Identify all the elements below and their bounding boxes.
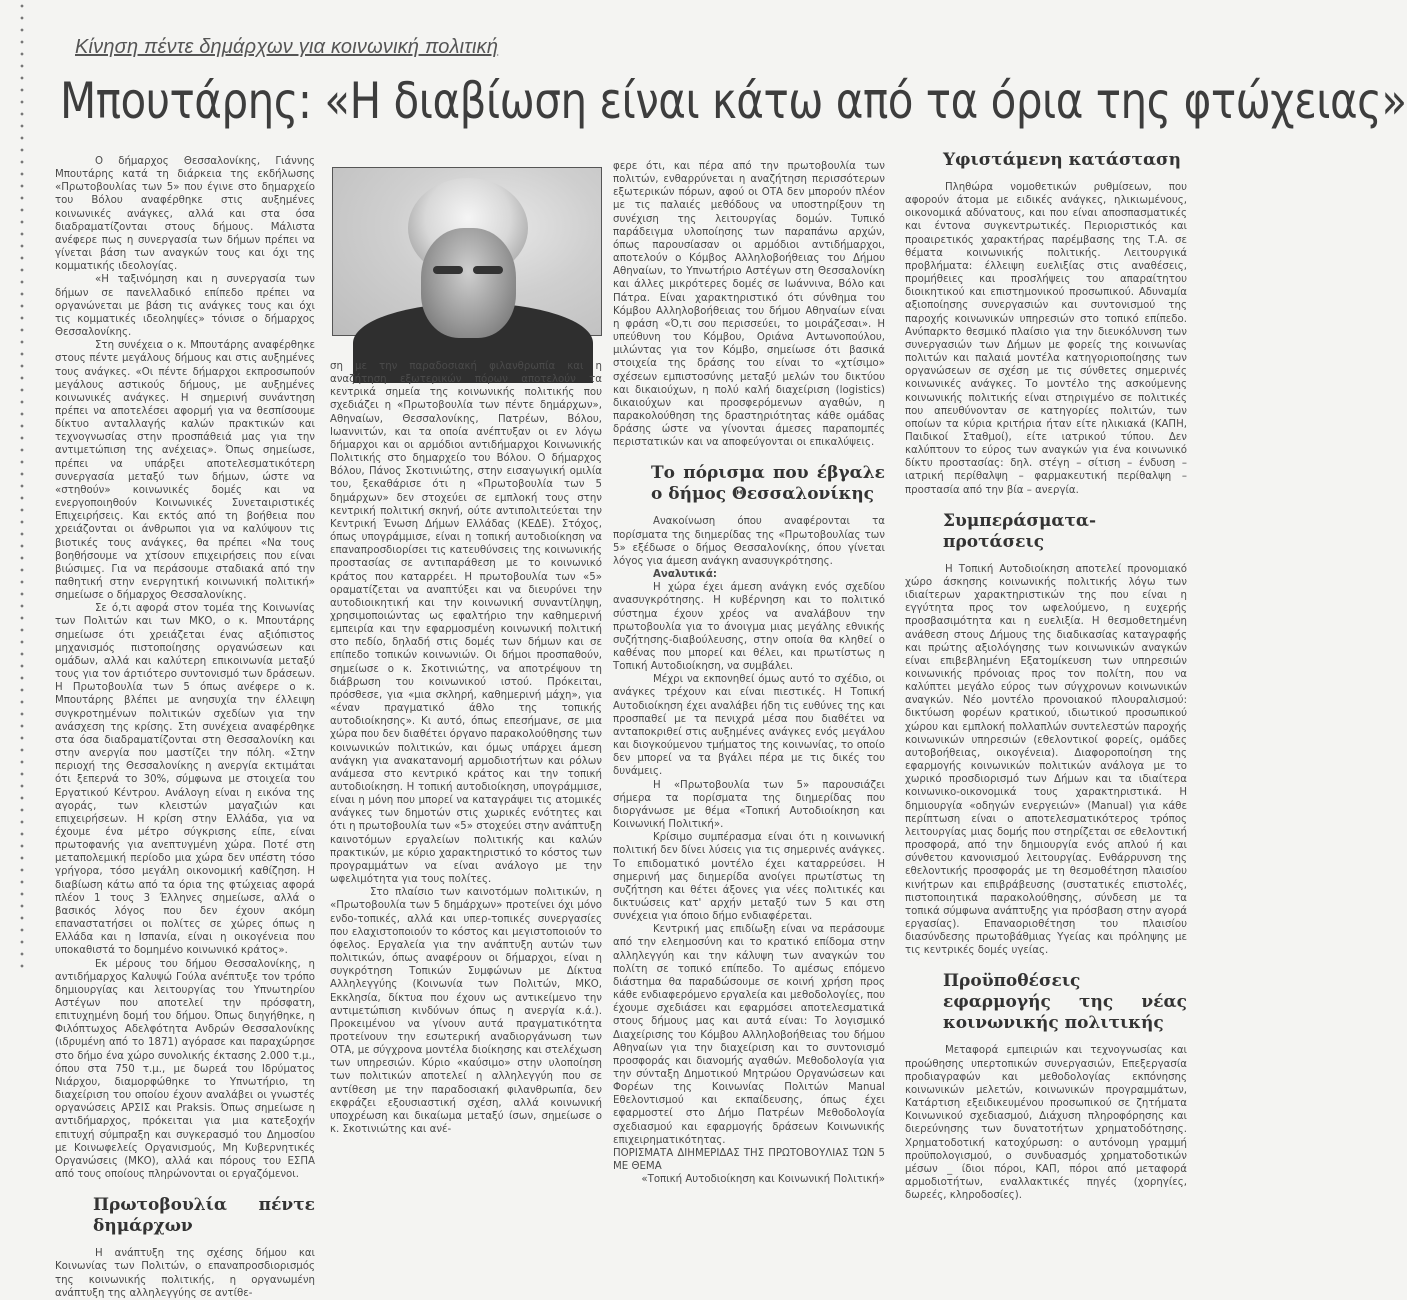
paragraph: Η Τοπική Αυτοδιοίκηση αποτελεί προνομιακό χώρο άσκησης κοινωνικής πολιτικής λόγω των ιδιαίτερων χαρακτηριστικών της που είναι η εγγύτητα προς τον ωφελούμενο, η ευχερής προσβασιμότητα και η ευελιξία. Η θεσμοθετημένη ανάθεση στους Δήμους της διαδικασίας καταγραφής και πρώτης αξιολόγησης των κοινωνικών αναγκών είναι επιβεβλημένη Εξατομίκευση των υπηρεσιών κοινωνικής πρόνοιας προς τον πολίτη, που να καλύπτει μεγάλο εύρος των σύγχρονων κοινωνικών αναγκών. Νέο μοντέλο προνοιακού πλουραλισμού: δικτύωση φορέων κρατικού, ιδιωτικού προσωπικού χώρου και εμπλοκή πολλαπλών συντελεστών παροχής κοινωνικών υπηρεσιών (εθελοντικοί φορείς, ομάδες αυτοβοήθειας, οικογένεια). Διαφοροποίηση της εφαρμογής κοινωνικών πολιτικών ανάλογα με το χωρικό προσδιορισμό των Δήμων και τα ιδιαίτερα κοινωνικο-οικονομικά τους χαρακτηριστικά. Η δημιουργία «οδηγών ενεργειών» (Manual) για κάθε περίπτωση είναι ο αποτελεσματικότερος τρόπος λειτουργίας μιας δομής που στηρίζεται σε εθελοντική προσφορά, από την δημιουργία ενός απλού ή και σύνθετου κανονισμού λειτουργίας. Ενθάρρυνση της εθελοντικής προσφοράς με τη θεσμοθέτηση πλαισίου κινήτρων και επιβράβευσης (συστατικές επιστολές, πιστοποιητικά παρακολούθησης, σύνδεση με τα τοπικά σύμφωνα ανάπτυξης για πρόσβαση στην αγορά εργασίας). Επαναοριοθέτηση του πλαισίου διασύνδεσης πρωτοβάθμιας Υγείας και πρόληψης με τις κεντρικές δομές υγείας. xyxy=(905,563,1187,957)
section-heading: Πρωτοβουλία πέντε δημάρχων xyxy=(93,1195,315,1237)
article-column-3 xyxy=(613,160,885,1186)
section-heading: Υφιστάμενη κατάσταση xyxy=(943,150,1181,170)
section-heading: Το πόρισμα που έβγαλε ο δήμος Θεσσαλονίκης xyxy=(651,463,885,505)
article-column-1 xyxy=(55,155,315,1300)
photo-brow xyxy=(473,266,503,274)
paragraph: Εκ μέρους του δήμου Θεσσαλονίκης, η αντιδήμαρχος Καλυψώ Γούλα ανέπτυξε τον τρόπο δημιουργίας και λειτουργίας του Υπνωτηρίου Αστέγων που αποτελεί την πρόσφατη, επιτυχημένη δομή του δήμου. Όπως διηγήθηκε, η Φιλόπτωχος Αδελφότητα Ανδρών Θεσσαλονίκης (ιδρυμένη από το 1871) αγόρασε και παραχώρησε στο δήμο ένα χώρο συνολικής έκτασης 2.000 τ.μ., όπου στα 750 τ.μ., με δωρεά του Ιδρύματος Νιάρχου, διαμορφώθηκε το Υπνωτήριο, τη διαχείριση του οποίου έχουν αναλάβει οι γνωστές οργανώσεις ΑΡΣΙΣ και Praksis. Όπως σημείωσε η αντιδήμαρχος, πρόκειται για μια κατεξοχήν επιτυχή σύμπραξη και συγκερασμό του Δημοσίου με Κοινωφελείς Οργανισμούς, Μη Κυβερνητικές Οργανώσεις (ΜΚΟ), αλλά και πόρους του ΕΣΠΑ από τους οποίους πληρώνονται οι εργαζόμενοι. xyxy=(55,958,315,1181)
paragraph: Μεταφορά εμπειριών και τεχνογνωσίας και προώθησης υπερτοπικών συνεργασιών, Επεξεργασία προδιαγραφών και μεθοδολογίας εκπόνησης κοινωνικών μελετών, κοινωνικών προγραμμάτων, Κατάρτιση εξειδικευμένου προσωπικού σε ζητήματα Κοινωνικού σχεδιασμού, Διάχυση πληροφόρησης και διερεύνησης των δυνατοτήτων χρηματοδότησης. Χρηματοδοτική κατοχύρωση: ο αυτόνομη γραμμή προϋπολογισμού, ο συνδυασμός χρηματοδοτικών μέσων _ ίδιοι πόροι, ΚΑΠ, πόροι από μεταφορά αρμοδιοτήτων, εναλλακτικές πηγές (χορηγίες, δωρεές, κληροδοσίες). xyxy=(905,1045,1187,1202)
paragraph: ση με την παραδοσιακή φιλανθρωπία και η αναζήτηση εξωτερικών πόρων αποτελούν τα κεντρικά σημεία της κοινωνικής πολιτικής που σχεδιάζει η «Πρωτοβουλία των πέντε δημάρχων», Αθηναίων, Θεσσαλονίκης, Πατρέων, Βόλου, Ιωαννιτών, και τα οποία ανέπτυξαν οι εν λόγω δήμαρχοι και οι αρμόδιοι αντιδήμαρχοι Κοινωνικής Πολιτικής στο δημαρχείο του Βόλου. Ο δήμαρχος Βόλου, Πάνος Σκοτινιώτης, στην εισαγωγική ομιλία του, ξεκαθάρισε ότι η «Πρωτοβουλία των 5 δημάρχων» δεν στοχεύει σε εμπλοκή τους στην κεντρική πολιτική σκηνή, ούτε αντιπολιτεύεται την Κεντρική Ένωση Δήμων Ελλάδας (ΚΕΔΕ). Στόχος, όπως υπογράμμισε, είναι η τοπική αυτοδιοίκηση να επαναπροσδιορίσει τις κατευθύνσεις της κοινωνικής προστασίας σε αντιπαράθεση με το κοινωνικό κράτος που καταρρέει. Η πρωτοβουλία των «5» οραματίζεται να αναπτύξει και να διευρύνει την αυτοδιοικητική και την κοινωνική συναντίληψη, χρησιμοποιώντας ως εφαλτήριο την καθημερινή εμπειρία και την εφαρμοσμένη κοινωνική πολιτική στο πεδίο, δηλαδή στις δομές των δήμων και σε επίπεδο τοπικών κοινωνιών. Οι δήμοι προσπαθούν, σημείωσε ο κ. Σκοτινιώτης, να αποτρέψουν τη διάβρωση του κοινωνικού ιστού. Πρόκειται, πρόσθεσε, για «μια σκληρή, καθημερινή μάχη», για «έναν πραγματικό άθλο της τοπικής αυτοδιοίκησης». Κι αυτό, όπως επεσήμανε, σε μια χώρα που δεν διαθέτει όργανο παρακολούθησης των κοινωνικών πολιτικών, και όμως υπάρχει άμεση ανάγκη για ανακατανομή αρμοδιοτήτων και ρόλων ανάμεσα στο κεντρικό κράτος και την τοπική αυτοδιοίκηση. Η τοπική αυτοδιοίκηση, υπογράμμισε, είναι η μόνη που μπορεί να καταγράψει τις ατομικές ανάγκες των δημοτών στις χωρικές ενότητες και ότι η πρωτοβουλία των «5» στοχεύει στην ανάπτυξη καινοτόμων εργαλείων πολιτικής και καλών πρακτικών, με κύριο χαρακτηριστικό το κόστος των προγραμμάτων να είναι ανάλογο με την ωφελιμότητα για τους πολίτες. xyxy=(330,361,602,886)
paragraph: Πληθώρα νομοθετικών ρυθμίσεων, που αφορούν άτομα με ειδικές ανάγκες, ηλικιωμένους, οικονομικά αδύνατους, και που είναι αποσπασματικές και έντονα συγκεντρωτικές. Περιοριστικός και προαιρετικός χαρακτήρας παρέμβασης της Τ.Α. σε θέματα κοινωνικής πολιτικής. Λειτουργικά προβλήματα: έλλειψη ευελιξίας στις αναθέσεις, προμήθειες και προσλήψεις του απαραίτητου διοικητικού και επιστημονικού προσωπικού. Αδυναμία αξιοποίησης συνεργασιών και συντονισμού της παροχής κοινωνικών υπηρεσιών στο τοπικό επίπεδο. Ανύπαρκτο θεσμικό πλαίσιο για την διευκόλυνση των συνεργασιών των Δήμων με φορείς της κοινωνίας πολιτών και παλαιά μοντέλα κατηγοριοποίησης των οργανώσεων σε σχέση με τις σύνθετες σημερινές κοινωνικές ανάγκες. Το μοντέλο της ασκούμενης κοινωνικής πολιτικής είναι στηριγμένο σε πολιτικές που απευθύνονταν σε κατηγορίες πολιτών, των οποίων τα κύρια κριτήρια ήταν είτε ηλικιακά (ΚΑΠΗ, Παιδικοί Σταθμοί), είτε ιατρικού τύπου. Δεν καλύπτουν το εύρος των αναγκών για ένα κοινωνικό δίκτυ προστασίας: δηλ. στέγη – σίτιση – ένδυση – ιατρική περίθαλψη – φαρμακευτική περίθαλψη – προστασία από την βία – ανεργία. xyxy=(905,182,1187,496)
paragraph: Στη συνέχεια ο κ. Μπουτάρης αναφέρθηκε στους πέντε μεγάλους δήμους και στις αυξημένες τους ανάγκες. «Οι πέντε δήμαρχοι εκπροσωπούν μεγάλους αστικούς δήμους, με αυξημένες κοινωνικές ανάγκες. Η σημερινή συνάντηση πρέπει να αποτελέσει αφορμή για να θεσπίσουμε δίκτυο ανταλλαγής καλών πρακτικών και τεχνογνωσίας στην προσπάθειά μας για την αντιμετώπιση της ανέχειας». Όπως σημείωσε, πρέπει να υπάρξει αποτελεσματικότερη συνεργασία μεταξύ των δήμων, ώστε να «στηθούν» κοινωνικές δομές και να ενεργοποιηθούν Κοινωνικές Συνεταιριστικές Επιχειρήσεις. Και εκτός από τη βοήθεια που χρειάζονται οι άνθρωποι για να καλύψουν τις βιοτικές τους ανάγκες, θα πρέπει «Να τους βοηθήσουμε να χτίσουν επιχειρήσεις που είναι βιώσιμες. Για να περάσουμε σταδιακά από την παθητική στην ενεργητική κοινωνική πολιτική» σημείωσε ο δήμαρχος Θεσσαλονίκης. xyxy=(55,340,315,602)
article-column-2 xyxy=(330,360,602,1136)
section-heading: Προϋποθέσεις εφαρμογής της νέας κοινωνικής πολιτικής xyxy=(943,971,1187,1034)
caps-line: ΠΟΡΙΣΜΑΤΑ ΔΙΗΜΕΡΙΔΑΣ ΤΗΣ ΠΡΩΤΟΒΟΥΛΙΑΣ ΤΩΝ 5 ΜΕ ΘΕΜΑ xyxy=(613,1147,885,1173)
article-headline: Μπουτάρης: «Η διαβίωση είναι κάτω από τα όρια της φτώχειας» xyxy=(60,72,1407,130)
perforation-edge xyxy=(20,0,24,971)
paragraph: Μέχρι να εκπονηθεί όμως αυτό το σχέδιο, οι ανάγκες τρέχουν και είναι πιεστικές. Η Τοπική Αυτοδιοίκηση έχει αναλάβει ήδη τις ευθύνες της και προσπαθεί με τα πενιχρά μέσα που διαθέτει να ανταποκριθεί στις αυξημένες ανάγκες ενός μεγάλου και διογκούμενου τμήματος της κοινωνίας, το οποίο δεν μπορεί να τα βγάλει πέρα με τις δικές του δυνάμεις. xyxy=(613,674,885,778)
paragraph: «Η ταξινόμηση και η συνεργασία των δήμων σε πανελλαδικό επίπεδο πρέπει να οργανώνεται με βάση τις ανάγκες τους και όχι τις κομματικές ιδεοληψίες» τόνισε ο δήμαρχος Θεσσαλονίκης. xyxy=(55,274,315,339)
article-kicker: Κίνηση πέντε δημάρχων για κοινωνική πολιτική xyxy=(75,36,499,58)
photo-brow xyxy=(433,266,463,274)
paragraph: Κρίσιμο συμπέρασμα είναι ότι η κοινωνική πολιτική δεν δίνει λύσεις για τις σημερινές ανάγκες. Το επιδοματικό μοντέλο έχει καταρρεύσει. Η σημερινή μας διημερίδα ανοίγει πρωτίστως τη συζήτηση και θέτει άξονες για νέες πολιτικές και δικτυώσεις κατ' αρχήν μεταξύ των 5 και στη συνέχεια για όποιο δήμο ενδιαφέρεται. xyxy=(613,832,885,923)
analytika-label: Αναλυτικά: xyxy=(653,569,717,581)
paragraph: Ο δήμαρχος Θεσσαλονίκης, Γιάννης Μπουτάρης κατά τη διάρκεια της εκδήλωσης «Πρωτοβουλίας των 5» που έγινε στο δημαρχείο του Βόλου αναφέρθηκε στις αυξημένες κοινωνικές ανάγκες, αλλά και στα όσα διαδραματίζονται στους δήμους. Μάλιστα ανέφερε πως η συνεργασία των δήμων πρέπει να γίνεται βάση των αναγκών τους και όχι της κομματικής ιδεολογίας. xyxy=(55,156,315,273)
paragraph: Η ανάπτυξη της σχέσης δήμου και Κοινωνίας των Πολιτών, ο επαναπροσδιορισμός της κοινωνικής πολιτικής, η οργανωμένη ανάπτυξη της αλληλεγγύης σε αντίθε- xyxy=(55,1248,315,1299)
paragraph: Σε ό,τι αφορά στον τομέα της Κοινωνίας των Πολιτών και των ΜΚΟ, ο κ. Μπουτάρης σημείωσε ότι χρειάζεται ένας αξιόπιστος μηχανισμός πιστοποίησης οργανώσεων και ομάδων, αλλά και καλύτερη επικοινωνία μεταξύ τους για τον άρτιότερο συντονισμό των δράσεων. Η Πρωτοβουλία των 5 όπως ανέφερε ο κ. Μπουτάρης βλέπει με ανησυχία την έλλειψη συγκροτημένων πολιτικών σχεδίων για την ανάσχεση της κρίσης. Στη συνέχεια αναφέρθηκε στα όσα διαδραματίζονται στη Θεσσαλονίκη και στην ανεργία που μαστίζει την πόλη. «Στην περιοχή της Θεσσαλονίκης η ανεργία εκτιμάται ότι ξεπερνά το 30%, σύμφωνα με στοιχεία του Εργατικού Κέντρου. Ανάλογη είναι η εικόνα της αγοράς, των κλειστών μαγαζιών και επιχειρήσεων. Η κρίση στην Ελλάδα, για να έχουμε ένα μέτρο σύγκρισης είπε, είναι πρωτοφανής για ανεπτυγμένη χώρα. Ποτέ στη μεταπολεμική περίοδο μια χώρα δεν υπέστη τόσο γρήγορα, τόσο μεγάλη οικονομική καθίζηση. Η διαβίωση κάτω από τα όρια της φτώχειας αφορά πλέον 1 τους 3 Έλληνες σημείωσε, αλλά ο βασικός λόγος που δεν έχουν ακόμη επαναστατήσει οι πολίτες σε χώρες όπως η Ελλάδα και η Ισπανία, είναι η οικογένεια που υποκαθιστά το δομημένο κοινωνικό κράτος». xyxy=(55,603,315,957)
paragraph: Ανακοίνωση όπου αναφέρονται τα πορίσματα της διημερίδας της «Πρωτοβουλίας των 5» εξέδωσε ο δήμος Θεσσαλονίκης, όπου γίνεται λόγος για άμεση ανάγκη ανασυγκρότησης. xyxy=(613,516,885,567)
paragraph: Η «Πρωτοβουλία των 5» παρουσιάζει σήμερα τα πορίσματα της διημερίδας που διοργάνωσε με θέμα «Τοπική Αυτοδιοίκηση και Κοινωνική Πολιτική». xyxy=(613,779,885,831)
paragraph: Η χώρα έχει άμεση ανάγκη ενός σχεδίου ανασυγκρότησης. Η κυβέρνηση και το πολιτικό σύστημα έχουν χρέος να αναλάβουν την πρωτοβουλία για το άνοιγμα μιας μεγάλης εθνικής συζήτησης-διαβούλευσης, στην οποία θα κληθεί ο καθένας που μπορεί και θέλει, και πρωτίστως η Τοπική Αυτοδιοίκηση, να συμβάλει. xyxy=(613,582,885,673)
paragraph: Στο πλαίσιο των καινοτόμων πολιτικών, η «Πρωτοβουλία των 5 δημάρχων» προτείνει όχι μόνο ενδο-τοπικές, αλλά και υπερ-τοπικές συνεργασίες που ελαχιστοποιούν το κόστος και μεγιστοποιούν το όφελος. Εργαλεία για την ανάπτυξη αυτών των πολιτικών, όπως αναφέρουν οι δήμαρχοι, είναι η συγκρότηση Τοπικών Συμφώνων με Δίκτυα Αλληλεγγύης (Κοινωνία των Πολιτών, ΜΚΟ, Εκκλησία, δίκτυα που έχουν ως αντικείμενο την αντιμετώπιση κινδύνων όπως η ανεργία κ.ά.). Προκειμένου να γίνουν αυτά πραγματικότητα προτείνουν την εσωτερική αναδιοργάνωση των ΟΤΑ, με σύγχρονα μοντέλα διοίκησης και στελέχωση των υπηρεσιών. Κύριο «καύσιμο» στην υλοποίηση των πολιτικών αποτελεί η αλληλεγγύη που σε αντίθεση με την παραδοσιακή φιλανθρωπία, δεν εκφράζει εξουσιαστική σχέση, αλλά κοινωνική υποχρέωση και δικαίωμα μεταξύ ίσων, σημείωσε ο κ. Σκοτινιώτης και ανέ- xyxy=(330,887,602,1136)
photo-face xyxy=(421,228,516,338)
article-column-4 xyxy=(905,150,1187,1202)
paragraph: Κεντρική μας επιδίωξη είναι να περάσουμε από την ελεημοσύνη και το κρατικό επίδομα στην αλληλεγγύη και την κάλυψη των αναγκών του πολίτη σε τοπικό επίπεδο. Το αμέσως επόμενο διάστημα θα παραδώσουμε σε κοινή χρήση προς κάθε ενδιαφερόμενο εργαλεία και μεθοδολογίες, που έχουμε σχεδιάσει και εφαρμόσει αποτελεσματικά στους δήμους μας και αυτά είναι: Το λογισμικό Διαχείρισης του Κόμβου Αλληλοβοήθειας του δήμου Αθηναίων για την διαχείριση και το συντονισμό προσφοράς και διανομής αγαθών. Μεθοδολογία για την σύνταξη Δημοτικού Μητρώου Οργανώσεων και Φορέων της Κοινωνίας Πολιτών Manual Εθελοντισμού και εκπαίδευσης, όπως έχει εφαρμοστεί στο Δήμο Πατρέων Μεθοδολογία σχεδιασμού και εφαρμογής δράσεων Κοινωνικής επιχειρηματικότητας. xyxy=(613,924,885,1146)
section-heading: Συμπεράσματα-προτάσεις xyxy=(943,510,1097,552)
paragraph: φερε ότι, και πέρα από την πρωτοβουλία των πολιτών, ενθαρρύνεται η αναζήτηση περισσότερων εξωτερικών πόρων, αφού οι ΟΤΑ δεν μπορούν πλέον με τις παλαιές μεθόδους να υποστηρίξουν τη συνέχιση της λειτουργίας δομών. Τυπικό παράδειγμα υλοποίησης των παραπάνω αρχών, όπως παρουσίασαν οι αρμόδιοι αντιδήμαρχοι, αποτελούν ο Κόμβος Αλληλοβοήθειας του Δήμου Αθηναίων, το Υπνωτήριο Αστέγων στη Θεσσαλονίκη και άλλες μικρότερες δομές σε Ιωάννινα, Βόλο και Πάτρα. Είναι χαρακτηριστικό ότι σύνθημα του Κόμβου Αλληλοβοήθειας του δήμου Αθηναίων είναι η φράση «Ό,τι σου περισσεύει, το μοιράζεσαι». Η υπεύθυνη του Κόμβου, Οριάνα Αντωνοπούλου, μιλώντας για τον Κόμβο, σημείωσε ότι βασικά στοιχεία της δράσης του είναι το «χτίσιμο» σχέσεων εμπιστοσύνης μεταξύ μελών του δικτύου και δικαιούχων, η πολύ καλή διαχείριση (logistics) δικαιούχων και προσφερόμενων αγαθών, η παρακολούθηση της δραστηριότητας κάθε ομάδας δράσης ώστε να γίνονται άμεσες παραπομπές περιστατικών και να αποφεύγονται οι επικαλύψεις. xyxy=(613,161,885,449)
analytika-text: Αναλυτικά xyxy=(653,569,713,581)
closing-line: «Τοπική Αυτοδιοίκηση και Κοινωνική Πολιτική» xyxy=(641,1174,885,1186)
portrait-photo xyxy=(332,167,602,336)
